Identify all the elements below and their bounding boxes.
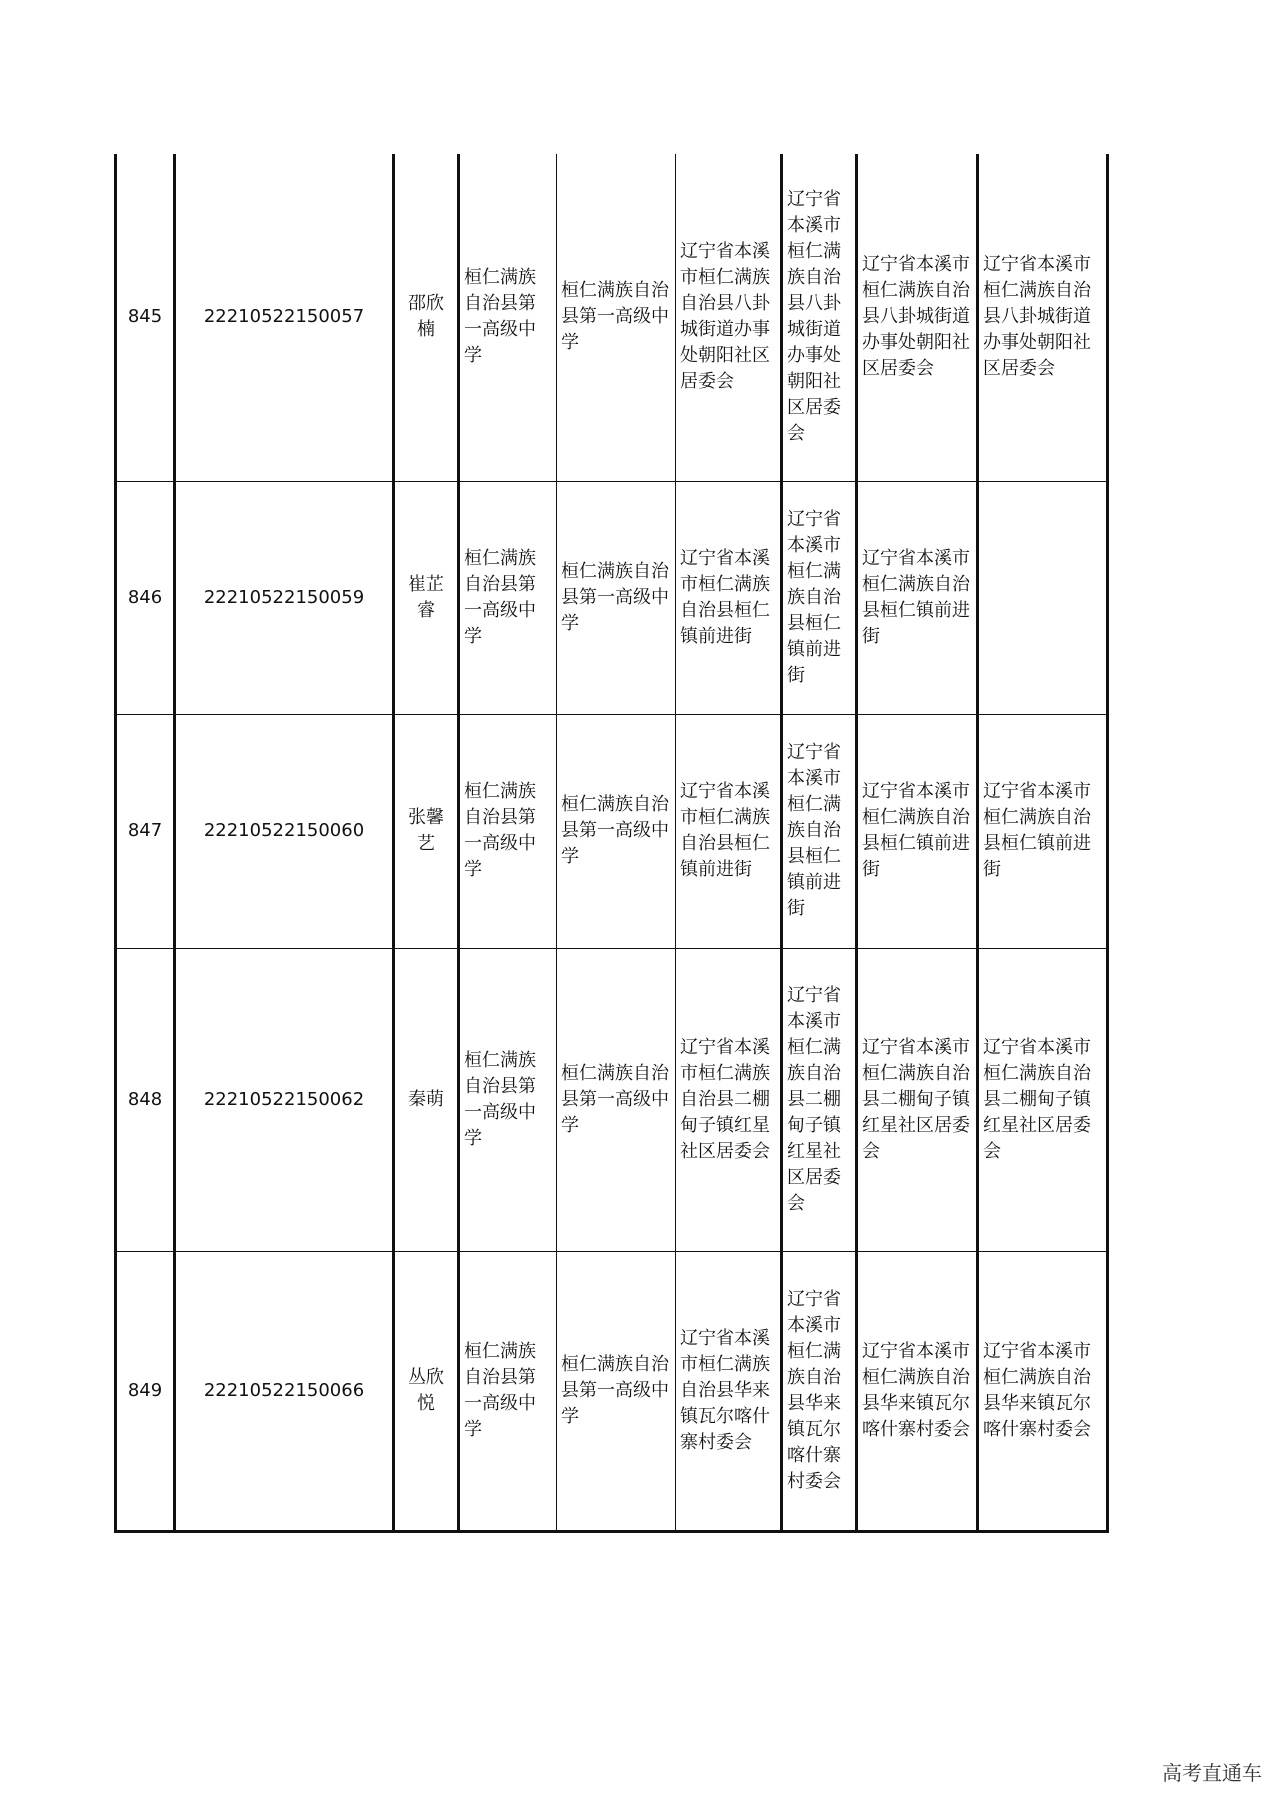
school-name: 桓仁满族自治县第一高级中学	[459, 948, 557, 1251]
row-number: 846	[116, 481, 175, 714]
table-row	[116, 948, 1108, 1251]
address-2: 辽宁省本溪市桓仁满族自治县华来镇瓦尔喀什寨村委会	[782, 1251, 857, 1531]
school-name-2: 桓仁满族自治县第一高级中学	[557, 714, 676, 948]
exam-number: 22210522150060	[175, 714, 394, 948]
address-3: 辽宁省本溪市桓仁满族自治县华来镇瓦尔喀什寨村委会	[857, 1251, 978, 1531]
address-4: 辽宁省本溪市桓仁满族自治县桓仁镇前进街	[978, 714, 1108, 948]
school-name-2: 桓仁满族自治县第一高级中学	[557, 481, 676, 714]
address-2: 辽宁省本溪市桓仁满族自治县二棚甸子镇红星社区居委会	[782, 948, 857, 1251]
table-row	[116, 714, 1108, 948]
table-row	[116, 1251, 1108, 1531]
student-name: 丛欣悦	[394, 1251, 459, 1531]
student-list-table	[114, 154, 1109, 1533]
address-4: 辽宁省本溪市桓仁满族自治县二棚甸子镇红星社区居委会	[978, 948, 1108, 1251]
school-name-2: 桓仁满族自治县第一高级中学	[557, 154, 676, 481]
address-4	[978, 481, 1108, 714]
exam-number: 22210522150066	[175, 1251, 394, 1531]
row-number: 847	[116, 714, 175, 948]
address-1: 辽宁省本溪市桓仁满族自治县华来镇瓦尔喀什寨村委会	[676, 1251, 782, 1531]
address-1: 辽宁省本溪市桓仁满族自治县二棚甸子镇红星社区居委会	[676, 948, 782, 1251]
address-4: 辽宁省本溪市桓仁满族自治县华来镇瓦尔喀什寨村委会	[978, 1251, 1108, 1531]
exam-number: 22210522150062	[175, 948, 394, 1251]
address-3: 辽宁省本溪市桓仁满族自治县二棚甸子镇红星社区居委会	[857, 948, 978, 1251]
address-3: 辽宁省本溪市桓仁满族自治县桓仁镇前进街	[857, 714, 978, 948]
row-number: 845	[116, 154, 175, 481]
row-number: 848	[116, 948, 175, 1251]
school-name-2: 桓仁满族自治县第一高级中学	[557, 948, 676, 1251]
row-number: 849	[116, 1251, 175, 1531]
student-name: 邵欣楠	[394, 154, 459, 481]
address-3: 辽宁省本溪市桓仁满族自治县八卦城街道办事处朝阳社区居委会	[857, 154, 978, 481]
address-2: 辽宁省本溪市桓仁满族自治县八卦城街道办事处朝阳社区居委会	[782, 154, 857, 481]
table-row	[116, 154, 1108, 481]
address-2: 辽宁省本溪市桓仁满族自治县桓仁镇前进街	[782, 481, 857, 714]
address-1: 辽宁省本溪市桓仁满族自治县桓仁镇前进街	[676, 481, 782, 714]
table-row	[116, 481, 1108, 714]
student-name: 秦萌	[394, 948, 459, 1251]
school-name: 桓仁满族自治县第一高级中学	[459, 481, 557, 714]
student-name: 张馨艺	[394, 714, 459, 948]
school-name: 桓仁满族自治县第一高级中学	[459, 714, 557, 948]
address-4: 辽宁省本溪市桓仁满族自治县八卦城街道办事处朝阳社区居委会	[978, 154, 1108, 481]
address-3: 辽宁省本溪市桓仁满族自治县桓仁镇前进街	[857, 481, 978, 714]
school-name: 桓仁满族自治县第一高级中学	[459, 154, 557, 481]
watermark: 高考直通车	[1162, 1761, 1262, 1785]
school-name-2: 桓仁满族自治县第一高级中学	[557, 1251, 676, 1531]
student-name: 崔芷睿	[394, 481, 459, 714]
exam-number: 22210522150059	[175, 481, 394, 714]
exam-number: 22210522150057	[175, 154, 394, 481]
school-name: 桓仁满族自治县第一高级中学	[459, 1251, 557, 1531]
address-1: 辽宁省本溪市桓仁满族自治县八卦城街道办事处朝阳社区居委会	[676, 154, 782, 481]
address-1: 辽宁省本溪市桓仁满族自治县桓仁镇前进街	[676, 714, 782, 948]
address-2: 辽宁省本溪市桓仁满族自治县桓仁镇前进街	[782, 714, 857, 948]
